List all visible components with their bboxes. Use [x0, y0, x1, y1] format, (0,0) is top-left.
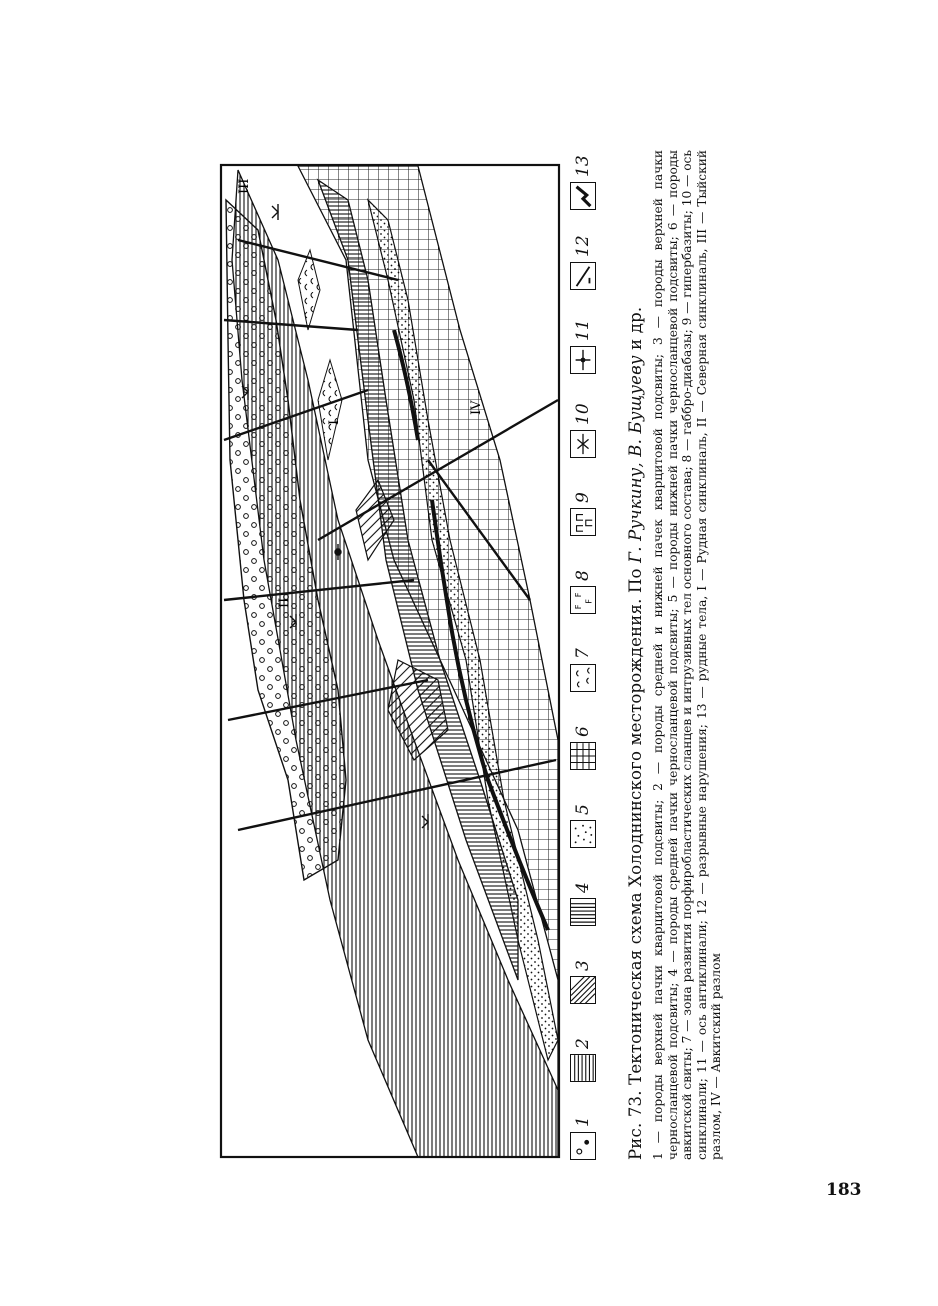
rotated-figure-page: [218, 140, 778, 1160]
figure-caption: [626, 150, 724, 1160]
legend-num-2: 2: [573, 1038, 593, 1049]
legend-item-5: [570, 804, 596, 848]
tectonic-map: [218, 160, 563, 1160]
anticline-axis-icon: [570, 346, 596, 374]
legend-item-7: [570, 648, 596, 692]
legend-num-1: 1: [573, 1116, 593, 1127]
legend-swatch-8: [570, 586, 596, 614]
legend-item-4: [570, 882, 596, 926]
caption-legend-text: 1 — породы верхней пачки кварцитовой подсвиты; 2 — породы средней и нижней пачек кварцитовой подсвиты; 3 — породы верхней пачки черносланцевой подсвиты; 4 — породы средней пачки черносланцевой подсвиты; 5 — породы нижней пачки черносланцевой подсвиты; 6 — породы авкитской свиты; 7 — зона развития порфиробластических сланцев и интрузивных тел основного состава; 8 — габбро-диабазы; 9 — гипербазиты; 10 — ось синклинали; 11 — ось антиклинали; 12 — разрывные нарушения; 13 — рудные тела, I — Рудная синклиналь, II — Северная синклиналь, III — Тыйский разлом, IV — Авкитский разлом: [651, 150, 724, 1160]
legend-num-12: 12: [573, 235, 593, 257]
legend-num-5: 5: [573, 804, 593, 815]
caption-title: [626, 150, 645, 1160]
legend-item-11: [570, 319, 596, 374]
legend-item-1: [570, 1116, 596, 1160]
legend-num-3: 3: [573, 960, 593, 971]
legend-item-2: [570, 1038, 596, 1082]
region-label-ii: II: [277, 597, 292, 608]
svg-text:F: F: [573, 592, 584, 598]
legend-item-6: [570, 726, 596, 770]
legend-num-6: 6: [573, 726, 593, 737]
legend-item-8: [570, 570, 596, 614]
legend-num-7: 7: [573, 648, 593, 659]
region-label-i: I: [327, 419, 342, 425]
legend-num-13: 13: [573, 155, 593, 177]
fault-line-icon: [570, 262, 596, 290]
caption-figure-number: Рис. 73.: [626, 1090, 645, 1160]
legend-swatch-4: [570, 898, 596, 926]
legend-num-8: 8: [573, 570, 593, 581]
svg-text:F: F: [583, 598, 594, 604]
legend-item-10: [570, 403, 596, 458]
page-number: 183: [826, 1180, 862, 1200]
syncline-axis-icon: [570, 430, 596, 458]
legend-num-10: 10: [573, 403, 593, 425]
map-legend: [570, 150, 614, 1160]
caption-authors: Г. Ручкину, В. Бущуеву: [626, 355, 645, 563]
legend-swatch-2: [570, 1054, 596, 1082]
legend-swatch-6: [570, 742, 596, 770]
region-label-iii: III: [237, 178, 252, 194]
legend-num-9: 9: [573, 492, 593, 503]
legend-item-3: [570, 960, 596, 1004]
caption-title-text: Тектоническая схема Холоднинского месторождения. По: [626, 568, 645, 1085]
legend-num-4: 4: [573, 882, 593, 893]
legend-swatch-5: [570, 820, 596, 848]
caption-title-suffix: и др.: [626, 306, 645, 350]
legend-swatch-9: [570, 508, 596, 536]
legend-swatch-3: [570, 976, 596, 1004]
legend-item-13: [570, 155, 596, 210]
legend-num-11: 11: [573, 319, 593, 341]
legend-swatch-1: [570, 1132, 596, 1160]
region-label-iv: IV: [469, 400, 484, 415]
legend-swatch-7: [570, 664, 596, 692]
legend-item-9: [570, 492, 596, 536]
ore-body-icon: [570, 182, 596, 210]
legend-item-12: [570, 235, 596, 290]
svg-text:F: F: [573, 604, 584, 610]
